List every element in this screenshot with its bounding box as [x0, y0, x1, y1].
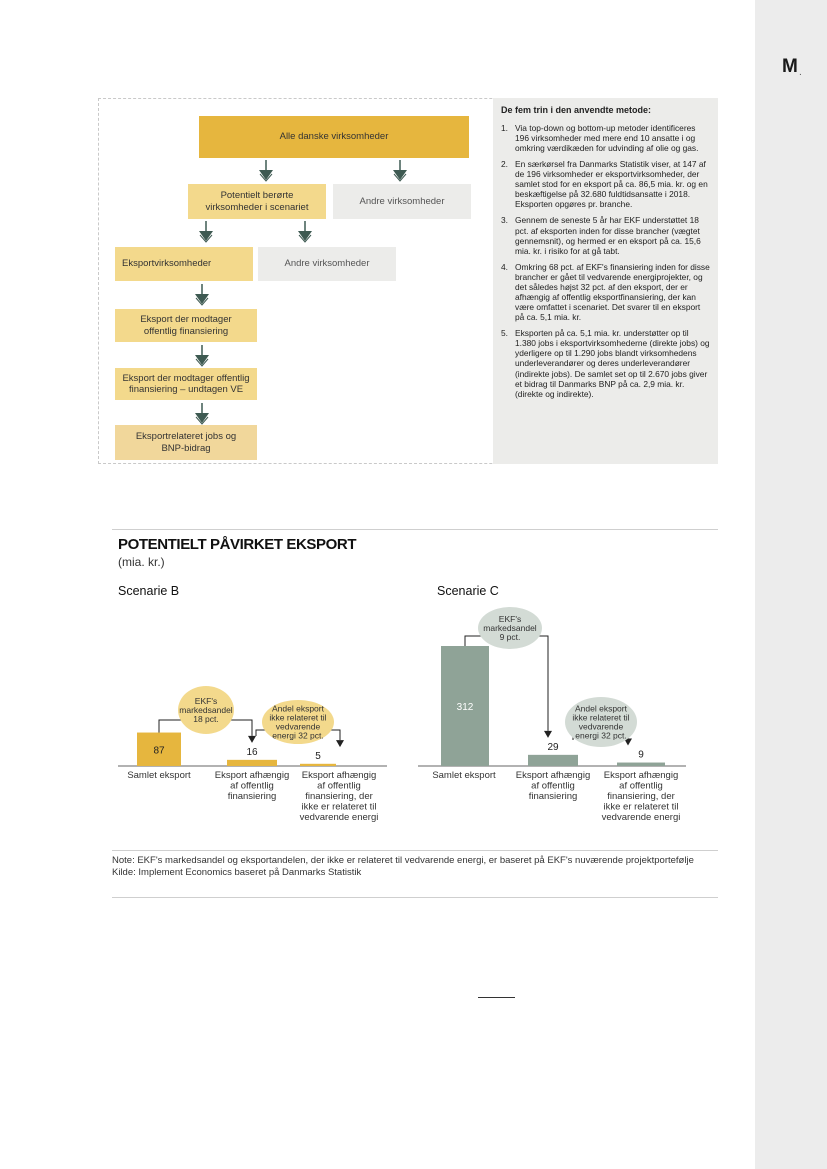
method-step-number: 5.: [501, 328, 508, 339]
share-bubble-line: energi 32 pct.: [272, 730, 324, 741]
connector-arrow-icon: [544, 731, 552, 738]
flow-box-export-excl-ve-label: Eksport der modtager offentlig finansiering – undtagen VE: [122, 372, 250, 395]
chart-note-text: Note: EKF's markedsandel og eksportandelen, der ikke er relateret til vedvarende energi, er baseret på EKF's nuværende projektportefølje: [112, 855, 694, 866]
bar: [617, 763, 665, 766]
share-bubble-line: energi 32 pct.: [575, 730, 627, 741]
chart-title: POTENTIELT PÅVIRKET EKSPORT: [118, 536, 357, 553]
category-label: [516, 770, 590, 802]
category-label-line: finansiering: [227, 791, 277, 802]
bar: [300, 764, 336, 766]
method-step-number: 4.: [501, 261, 508, 272]
bar-value-label: 9: [638, 749, 644, 761]
category-label-line: finansiering, der: [607, 791, 675, 802]
connector-arrow-icon: [248, 736, 256, 743]
category-label-line: ikke er relateret til: [603, 801, 679, 813]
bar: [528, 755, 578, 766]
brand-logo-dot: .: [799, 67, 802, 78]
share-bubble-line: EKF's: [498, 614, 522, 624]
category-label: [602, 770, 681, 823]
bar-value-label: 87: [153, 745, 165, 757]
panel-title-scenario-b: Scenarie B: [118, 584, 180, 598]
category-label: [127, 770, 191, 781]
method-step-text: Eksporten på ca. 5,1 mia. kr. understøtter op til 1.380 jobs i eksportvirksomhederne (direkte jobs) og yderligere op til 1.290 jobs blandt virksomhedens underleverandører og deres underleverandører (indirekte jobs). De samlet set op til 2.670 jobs giver et bidrag til Danmarks BNP på ca. 2,9 mia. kr. (direkte og indirekte).: [515, 328, 710, 399]
category-label-line: Samlet eksport: [127, 770, 191, 781]
method-step-number: 2.: [501, 159, 508, 170]
category-label-line: finansiering, der: [305, 791, 373, 802]
chart-bottom-rule: [112, 897, 718, 898]
chart-note: [112, 855, 702, 879]
share-bubble-line: EKF's: [194, 696, 218, 706]
category-label-line: vedvarende energi: [601, 812, 681, 823]
bar-value-label: 29: [547, 741, 559, 753]
share-bubble-label: [572, 704, 629, 741]
category-label-line: ikke er relateret til: [301, 801, 377, 813]
category-label-line: Eksport afhængig: [214, 770, 290, 781]
bar: [227, 760, 277, 766]
flow-box-other-companies-2-label: Andre virksomheder: [284, 258, 370, 270]
share-bubble-line: ikke relateret til: [572, 712, 630, 723]
share-bubble-line: 18 pct.: [193, 714, 219, 724]
category-label-line: finansiering: [528, 791, 578, 802]
category-label-line: Samlet eksport: [432, 770, 496, 781]
share-bubble-line: markedsandel: [483, 623, 537, 633]
category-label: [215, 770, 289, 802]
flow-box-export-public-financing-label: Eksport der modtager offentlig finansiering: [140, 314, 232, 337]
chart-mid-rule: [112, 850, 718, 851]
category-label: [432, 770, 496, 781]
share-bubble-line: 9 pct.: [499, 632, 521, 642]
category-label-line: af offentlig: [531, 780, 575, 792]
category-label-line: Eksport afhængig: [515, 770, 591, 781]
flow-box-other-companies-label: Andre virksomheder: [359, 195, 445, 207]
panel-title-scenario-c: Scenarie C: [437, 584, 499, 598]
method-steps-title: De fem trin i den anvendte metode:: [501, 105, 652, 115]
share-bubble-line: markedsandel: [179, 705, 233, 715]
share-bubble-line: vedvarende: [275, 721, 321, 732]
bar-value-label: 16: [246, 746, 258, 758]
bar-value-label: 312: [456, 702, 474, 713]
share-bubble-line: vedvarende: [578, 721, 624, 732]
flow-box-jobs-gdp-label: Eksportrelateret jobs og BNP-bidrag: [135, 431, 237, 454]
chart-source-text: Kilde: Implement Economics baseret på Danmarks Statistik: [112, 866, 362, 878]
method-step-text: En særkørsel fra Danmarks Statistik viser, at 147 af de 196 virksomheder er eksportvirksomheder, der samlet stod for en eksport på ca. 86,5 mia. kr. og en beskæftigelse på 32.680 fuldtidsansatte i 2018. Eksporten opgøres pr. branche.: [515, 159, 708, 210]
method-step-text: Via top-down og bottom-up metoder identificeres 196 virksomheder med mere end 10 ansatte i og omkring værdikæden for udvinding af olie og gas.: [515, 122, 699, 153]
share-bubble-line: Andel eksport: [272, 703, 324, 714]
share-bubble-line: Andel eksport: [575, 703, 627, 714]
flow-box-all-companies-label: Alle danske virksomheder: [279, 131, 389, 143]
share-bubble-line: ikke relateret til: [269, 712, 327, 723]
method-step-number: 1.: [501, 122, 508, 133]
method-step-number: 3.: [501, 215, 508, 226]
flow-box-export-companies-label: Eksportvirksomheder: [122, 258, 212, 270]
category-label-line: vedvarende energi: [299, 812, 379, 823]
category-label-line: af offentlig: [230, 780, 274, 792]
flow-box-affected-companies-label: Potentielt berørte virksomheder i scenariet: [205, 190, 309, 213]
category-label-line: Eksport afhængig: [301, 770, 377, 781]
category-label-line: af offentlig: [619, 780, 663, 792]
share-bubble-label: [269, 704, 326, 741]
connector-arrow-icon: [336, 740, 344, 747]
method-step-text: Gennem de seneste 5 år har EKF understøttet 18 pct. af eksporten inden for disse brancher (vægtet gennemsnit), og hermed er en eksport på ca. 15,6 mia. kr. i risiko for at gå tabt.: [515, 215, 701, 256]
chart-subtitle: (mia. kr.): [118, 555, 165, 569]
category-label: [300, 770, 379, 823]
brand-logo: M: [782, 56, 797, 77]
bar-value-label: 5: [315, 750, 321, 762]
category-label-line: Eksport afhængig: [603, 770, 679, 781]
method-step-text: Omkring 68 pct. af EKF's finansiering inden for disse brancher er gået til vedvarende energiprojekter, og det således højst 32 pct. af den eksport, der er afhængig af offentlig eksportfinansiering, der kan være omfattet i scenariet. Det svarer til en eksport på ca. 5,1 mia. kr.: [515, 261, 710, 323]
underline-mark: [478, 997, 515, 998]
category-label-line: af offentlig: [317, 780, 361, 792]
